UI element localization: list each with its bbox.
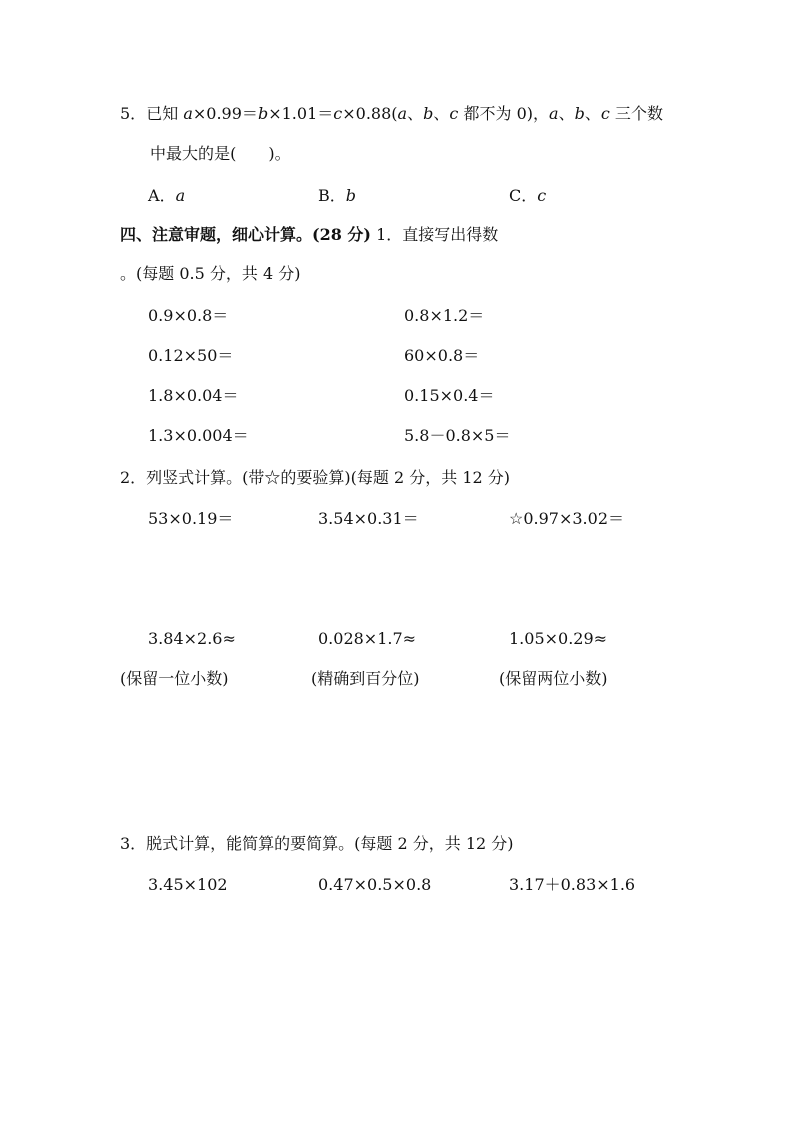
option-a: A．a [148,186,186,205]
question-number: 5． [120,104,147,123]
vertical-calc-item: ☆0.97×3.02＝ [509,509,625,528]
rounding-note: (保留一位小数) [120,669,229,688]
question-5-continued: 中最大的是( )。 [150,144,291,163]
part-3-title: 3．脱式计算，能简算的要简算。(每题 2 分，共 12 分) [120,834,514,853]
calc-item: 0.15×0.4＝ [404,386,495,405]
part-1-title: 1．直接写出得数 [370,225,499,244]
calc-item: 0.9×0.8＝ [148,306,229,325]
vertical-calc-item: 53×0.19＝ [148,509,234,528]
question-text: 已知 a×0.99＝b×1.01＝c×0.88(a、b、c 都不为 0)，a、b、c 三个数 [146,104,663,123]
step-calc-item: 0.47×0.5×0.8 [318,875,432,894]
rounding-note: (保留两位小数) [499,669,608,688]
step-calc-item: 3.17＋0.83×1.6 [509,875,636,894]
calc-item: 0.8×1.2＝ [404,306,485,325]
rounding-note: (精确到百分位) [311,669,420,688]
vertical-calc-item: 3.84×2.6≈ [148,629,236,648]
vertical-calc-item: 3.54×0.31＝ [318,509,419,528]
calc-item: 1.3×0.004＝ [148,426,249,445]
part-2-title: 2．列竖式计算。(带☆的要验算)(每题 2 分，共 12 分) [120,468,511,487]
vertical-calc-item: 1.05×0.29≈ [509,629,608,648]
calc-item: 1.8×0.04＝ [148,386,239,405]
calc-item: 60×0.8＝ [404,346,480,365]
part-1-note: 。(每题 0.5 分，共 4 分) [120,264,301,283]
step-calc-item: 3.45×102 [148,875,228,894]
vertical-calc-item: 0.028×1.7≈ [318,629,417,648]
option-c: C．c [509,186,547,205]
section-4-heading [120,225,498,245]
option-b: B．b [318,186,357,205]
calc-item: 0.12×50＝ [148,346,234,365]
section-title: 四、注意审题，细心计算。(28 分) [120,225,371,244]
calc-item: 5.8－0.8×5＝ [404,426,511,445]
question-5 [120,104,663,124]
